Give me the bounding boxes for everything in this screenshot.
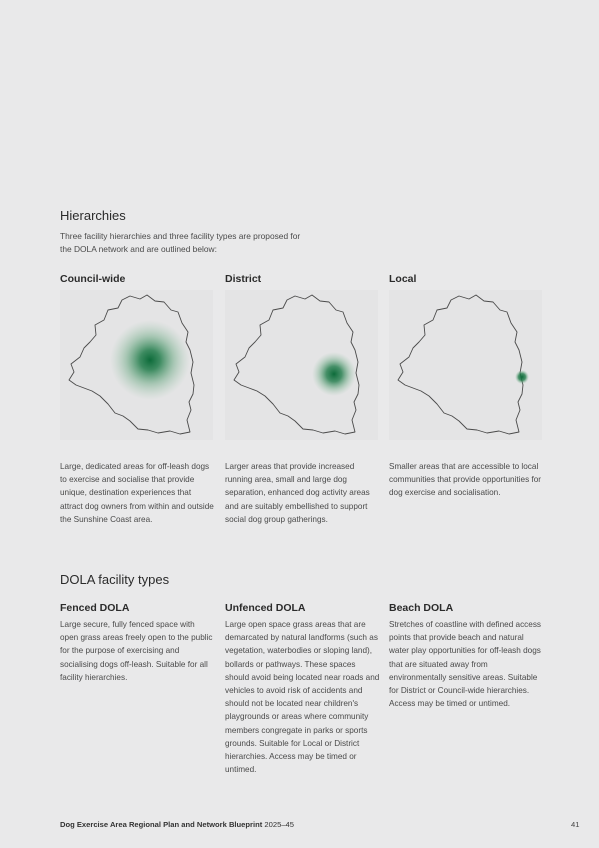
local-map-graphic [389, 290, 542, 440]
district-map [225, 290, 378, 440]
footer-years: 2025–45 [264, 820, 294, 829]
footer [60, 820, 294, 829]
local-map [389, 290, 542, 440]
council-wide-description: Large, dedicated areas for off-leash dogs to exercise and socialise that provide unique, destination experiences that attract dog owners from within and outside the Sunshine Coast area. [60, 462, 214, 524]
hierarchies-intro: Three facility hierarchies and three facility types are proposed for the DOLA network and are outlined below: [60, 231, 301, 254]
fenced-dola-description: Large secure, fully fenced space with open grass areas freely open to the public for the purpose of exercising and socialising dogs off-leash. Suitable for all facility hierarchies. [60, 620, 213, 682]
fenced-dola-title: Fenced DOLA [60, 602, 130, 614]
council-wide-map-graphic [60, 290, 213, 440]
local-description: Smaller areas that are accessible to local communities that provide opportunities for dog exercise and socialisation. [389, 462, 542, 498]
coverage-medium [312, 352, 356, 396]
district-title: District [225, 273, 262, 285]
district-map-graphic [225, 290, 378, 440]
council-wide-title: Council-wide [60, 273, 126, 285]
unfenced-dola-description: Large open space grass areas that are demarcated by natural landforms (such as vegetation, waterbodies or sloping land), bollards or pathways. These spaces should avoid being located near roads and vehicles to avoid risk of accidents and should not be located near children's playgrounds or areas where community members congregate in parks or sports grounds. Suitable for Local or District hierarchies. Access may be timed or untimed. [225, 620, 380, 775]
district-description: Larger areas that provide increased running area, small and large dog separation, enhanced dog activity areas and are suitably embellished to support social dog group gatherings. [225, 462, 370, 524]
hierarchies-heading: Hierarchies [60, 208, 126, 223]
beach-dola-description: Stretches of coastline with defined access points that provide beach and natural water play opportunities for off-leash dogs that are situated away from environmentally sensitive areas. Suitable for District or Council-wide hierarchies. Access may be timed or untimed. [389, 620, 542, 709]
facility-types-heading: DOLA facility types [60, 572, 170, 587]
coverage-large [110, 320, 190, 400]
coverage-small [515, 370, 529, 384]
local-title: Local [389, 273, 417, 285]
beach-dola-title: Beach DOLA [389, 602, 454, 614]
region-outline [398, 295, 523, 434]
page-number: 41 [571, 820, 580, 829]
footer-title: Dog Exercise Area Regional Plan and Network Blueprint [60, 820, 263, 829]
unfenced-dola-title: Unfenced DOLA [225, 602, 306, 614]
council-wide-map [60, 290, 213, 440]
